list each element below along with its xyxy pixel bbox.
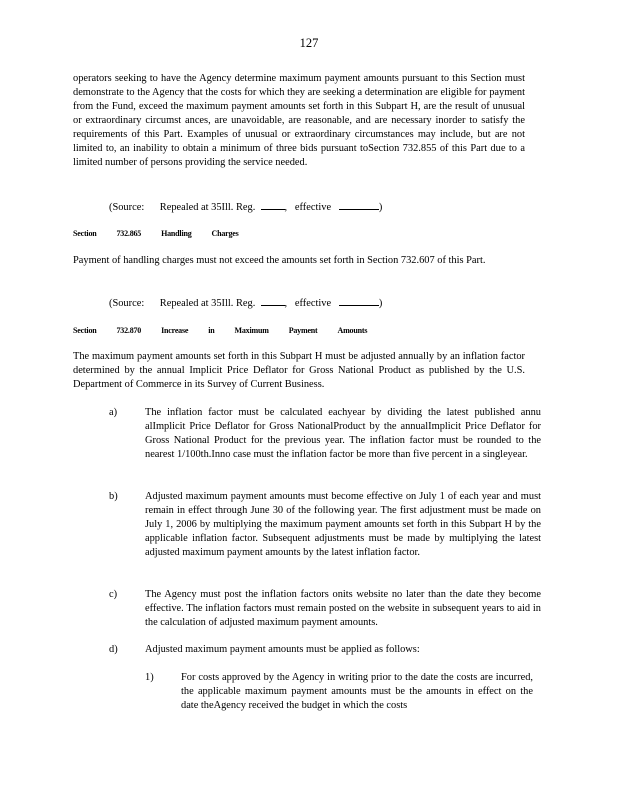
source-label: (Source: xyxy=(109,202,145,213)
register-blank xyxy=(261,295,285,306)
section-title-word: Handling xyxy=(161,229,192,238)
effective-blank xyxy=(339,295,379,306)
source-sep: , xyxy=(284,202,288,213)
item-label: b) xyxy=(109,491,118,502)
register-blank xyxy=(261,199,285,210)
section-number: 732.865 xyxy=(116,229,142,238)
section-title-word: Charges xyxy=(211,229,239,238)
item-text: The Agency must post the inflation factors onits website no later than the date they become effective. The inflation factors must remain posted on the website in subsequent years to aid in the calculation of adjusted maximum payment amounts. xyxy=(145,589,541,628)
intro-paragraph: operators seeking to have the Agency determine maximum payment amounts pursuant to this Section must demonstrate to the Agency that the costs for which they are seeking a determination are eligible for payment from the Fund, exceed the maximum payment amounts set forth in this Subpart H, are the result of unusual or extraordinary circumst ances, are unavoidable, are reasonable, and are necessary inorder to satisfy the requirements of this Part. Examples of unusual or extraordinary circumstances may include, but are not limited to, an inability to obtain a minimum of three bids pursuant toSection 732.855 of this Part due to a limited number of persons providing the service needed. xyxy=(73,73,525,168)
source-effective: effective xyxy=(294,298,332,309)
item-label: c) xyxy=(109,589,118,600)
item-text: The inflation factor must be calculated eachyear by dividing the latest published annu alImplicit Price Deflator for Gross NationalProduct by the annualImplicit Price Deflator for Gross National Product for the previous year. The inflation factor must be rounded to the nearest 1/100th.Inno case must the inflation factor be more than five percent in a singleyear. xyxy=(145,407,541,460)
source-sep: , xyxy=(284,298,288,309)
handling-charges-paragraph: Payment of handling charges must not exceed the amounts set forth in Section 732.607 of this Part. xyxy=(73,255,486,266)
source-note-1 xyxy=(109,199,382,215)
source-label: (Source: xyxy=(109,298,145,309)
item-text: Adjusted maximum payment amounts must become effective on July 1 of each year and must remain in effect through June 30 of the following year. The first adjustment must be made on July 1, 2006 by multiplying the maximum payment amounts set forth in this Subpart H by the applicable inflation factor. Subsequent adjustments must be made by multiplying the latest adjusted maximum payment amounts by the latest inflation factor. xyxy=(145,491,541,558)
source-close: ) xyxy=(378,298,383,309)
page-number: 127 xyxy=(299,36,319,50)
section-title-word: Amounts xyxy=(337,326,368,335)
section-title-word: in xyxy=(208,326,215,335)
section-heading-732-865 xyxy=(73,228,259,240)
sub-item-text: For costs approved by the Agency in writing prior to the date the costs are incurred, the applicable maximum payment amounts must be the amounts in effect on the date theAgency received the budget in which the costs xyxy=(181,672,533,711)
source-text: Repealed at 35Ill. Reg. xyxy=(159,202,256,213)
source-effective: effective xyxy=(294,202,332,213)
item-label: d) xyxy=(109,644,118,655)
source-close: ) xyxy=(378,202,383,213)
section-title-word: Increase xyxy=(161,326,189,335)
section-heading-732-870 xyxy=(73,325,387,337)
section-label: Section xyxy=(73,326,97,335)
source-text: Repealed at 35Ill. Reg. xyxy=(159,298,256,309)
sub-item-label: 1) xyxy=(145,672,154,683)
item-text: Adjusted maximum payment amounts must be applied as follows: xyxy=(145,644,420,655)
item-label: a) xyxy=(109,407,118,418)
source-note-2 xyxy=(109,295,382,311)
section-number: 732.870 xyxy=(116,326,142,335)
effective-blank xyxy=(339,199,379,210)
inflation-paragraph: The maximum payment amounts set forth in this Subpart H must be adjusted annually by an inflation factor determined by the annual Implicit Price Deflator for Gross National Product as published by the U.S. Department of Commerce in its Survey of Current Business. xyxy=(73,351,525,390)
section-title-word: Payment xyxy=(288,326,318,335)
section-label: Section xyxy=(73,229,97,238)
section-title-word: Maximum xyxy=(234,326,269,335)
